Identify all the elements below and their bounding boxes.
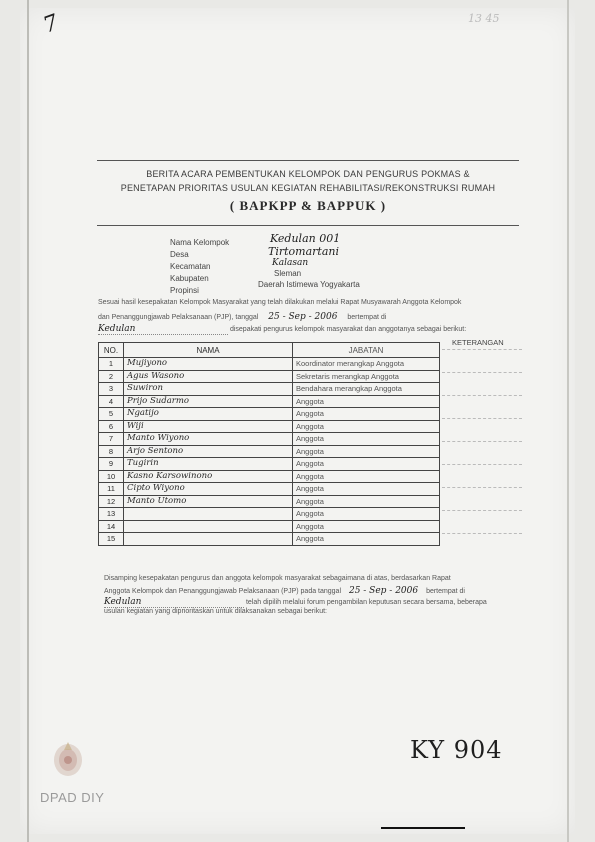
table-row bbox=[99, 445, 440, 458]
keterangan-rule bbox=[442, 441, 522, 442]
corner-mark-right: 13 45 bbox=[468, 12, 500, 25]
table-row bbox=[99, 458, 440, 471]
closing-line-2-end: bertempat di bbox=[426, 588, 465, 595]
row-nama: Suwiron bbox=[124, 383, 293, 396]
row-jabatan: Anggota bbox=[293, 520, 440, 533]
intro-line-2-end: bertempat di bbox=[347, 314, 387, 321]
row-no: 9 bbox=[99, 458, 124, 471]
label-kecamatan: Kecamatan bbox=[170, 262, 211, 271]
label-kelompok: Nama Kelompok bbox=[170, 238, 230, 247]
intro-place: Kedulan bbox=[98, 324, 228, 335]
header-nama: NAMA bbox=[124, 343, 293, 358]
row-no: 6 bbox=[99, 420, 124, 433]
row-no: 2 bbox=[99, 370, 124, 383]
row-nama: Kasno Karsowinono bbox=[124, 470, 293, 483]
corner-mark-left: 7 bbox=[40, 10, 62, 39]
intro-date: 25 - Sep - 2006 bbox=[268, 312, 338, 322]
intro-line-2-text: dan Penanggungjawab Pelaksanaan (PJP), tanggal bbox=[98, 314, 259, 321]
keterangan-rule bbox=[442, 395, 522, 396]
row-jabatan: Anggota bbox=[293, 420, 440, 433]
handwritten-code: KY 904 bbox=[410, 736, 503, 764]
row-nama: Mujiyono bbox=[124, 358, 293, 371]
label-propinsi: Propinsi bbox=[170, 286, 199, 295]
table-row bbox=[99, 520, 440, 533]
value-kecamatan: Kalasan bbox=[272, 258, 309, 268]
table-row bbox=[99, 533, 440, 546]
row-jabatan: Anggota bbox=[293, 445, 440, 458]
row-nama: Agus Wasono bbox=[124, 370, 293, 383]
row-no: 11 bbox=[99, 483, 124, 496]
table-row bbox=[99, 470, 440, 483]
row-no: 12 bbox=[99, 495, 124, 508]
header-no: NO. bbox=[99, 343, 124, 358]
table-row bbox=[99, 508, 440, 521]
row-no: 14 bbox=[99, 520, 124, 533]
closing-line-4: usulan kegiatan yang diprioritaskan untuk dilaksanakan sebagai berikut: bbox=[104, 608, 327, 615]
row-no: 1 bbox=[99, 358, 124, 371]
row-nama: Manto Utomo bbox=[124, 495, 293, 508]
header-jabatan: JABATAN bbox=[293, 343, 440, 358]
table-row bbox=[99, 408, 440, 421]
intro-line-3 bbox=[98, 324, 466, 335]
row-no: 5 bbox=[99, 408, 124, 421]
row-jabatan: Anggota bbox=[293, 483, 440, 496]
keterangan-rule bbox=[442, 464, 522, 465]
table-row bbox=[99, 370, 440, 383]
scan-mark bbox=[381, 827, 465, 829]
closing-place: Kedulan bbox=[104, 597, 244, 608]
closing-line-1: Disamping kesepakatan pengurus dan anggota kelompok masyarakat sebagaimana di atas, berdasarkan Rapat bbox=[104, 575, 451, 582]
row-nama: Ngatijo bbox=[124, 408, 293, 421]
row-jabatan: Sekretaris merangkap Anggota bbox=[293, 370, 440, 383]
watermark-text: DPAD DIY bbox=[40, 790, 105, 805]
table-header-row bbox=[99, 343, 440, 358]
keterangan-rule bbox=[442, 349, 522, 350]
row-no: 15 bbox=[99, 533, 124, 546]
row-jabatan: Anggota bbox=[293, 395, 440, 408]
keterangan-rule bbox=[442, 418, 522, 419]
row-nama bbox=[124, 520, 293, 533]
keterangan-header: KETERANGAN bbox=[452, 338, 504, 347]
table-row bbox=[99, 433, 440, 446]
label-kabupaten: Kabupaten bbox=[170, 274, 209, 283]
row-nama: Tugirin bbox=[124, 458, 293, 471]
value-kelompok: Kedulan 001 bbox=[270, 232, 341, 245]
row-nama bbox=[124, 533, 293, 546]
dpad-emblem-icon bbox=[50, 738, 86, 778]
row-jabatan: Anggota bbox=[293, 533, 440, 546]
document-header bbox=[97, 160, 519, 226]
closing-line-2-text: Anggota Kelompok dan Penanggungjawab Pelaksanaan (PJP) pada tanggal bbox=[104, 588, 342, 595]
label-desa: Desa bbox=[170, 250, 189, 259]
row-jabatan: Bendahara merangkap Anggota bbox=[293, 383, 440, 396]
intro-line-2 bbox=[98, 312, 386, 322]
keterangan-rule bbox=[442, 487, 522, 488]
row-jabatan: Anggota bbox=[293, 508, 440, 521]
header-line-1: BERITA ACARA PEMBENTUKAN KELOMPOK DAN PENGURUS POKMAS & bbox=[146, 169, 470, 179]
row-no: 4 bbox=[99, 395, 124, 408]
closing-line-3-text: telah dipilih melalui forum pengambilan keputusan secara bersama, beberapa bbox=[245, 599, 487, 606]
row-no: 10 bbox=[99, 470, 124, 483]
row-nama: Wiji bbox=[124, 420, 293, 433]
row-nama: Cipto Wiyono bbox=[124, 483, 293, 496]
row-nama bbox=[124, 508, 293, 521]
header-line-2: PENETAPAN PRIORITAS USULAN KEGIATAN REHABILITASI/REKONSTRUKSI RUMAH bbox=[120, 183, 496, 193]
row-no: 8 bbox=[99, 445, 124, 458]
row-jabatan: Koordinator merangkap Anggota bbox=[293, 358, 440, 371]
row-no: 3 bbox=[99, 383, 124, 396]
closing-line-3 bbox=[104, 597, 487, 608]
intro-line-1: Sesuai hasil kesepakatan Kelompok Masyarakat yang telah dilakukan melalui Rapat Musyawarah Anggota Kelompok bbox=[98, 299, 462, 306]
row-nama: Prijo Sudarmo bbox=[124, 395, 293, 408]
row-no: 7 bbox=[99, 433, 124, 446]
row-no: 13 bbox=[99, 508, 124, 521]
row-nama: Arjo Sentono bbox=[124, 445, 293, 458]
table-row bbox=[99, 395, 440, 408]
row-jabatan: Anggota bbox=[293, 470, 440, 483]
row-jabatan: Anggota bbox=[293, 408, 440, 421]
row-nama: Manto Wiyono bbox=[124, 433, 293, 446]
row-jabatan: Anggota bbox=[293, 458, 440, 471]
page-edge-right bbox=[567, 0, 569, 842]
table-row bbox=[99, 420, 440, 433]
keterangan-rule bbox=[442, 372, 522, 373]
table-row bbox=[99, 358, 440, 371]
member-table bbox=[98, 342, 440, 546]
keterangan-rule bbox=[442, 510, 522, 511]
row-jabatan: Anggota bbox=[293, 433, 440, 446]
row-jabatan: Anggota bbox=[293, 495, 440, 508]
table-row bbox=[99, 483, 440, 496]
value-kabupaten: Sleman bbox=[274, 269, 302, 278]
keterangan-rule bbox=[442, 533, 522, 534]
closing-line-2 bbox=[104, 586, 465, 596]
header-line-3: ( BAPKPP & BAPPUK ) bbox=[229, 198, 387, 213]
value-propinsi: Daerah Istimewa Yogyakarta bbox=[258, 280, 360, 289]
table-row bbox=[99, 495, 440, 508]
page-edge-left bbox=[27, 0, 29, 842]
table-row bbox=[99, 383, 440, 396]
intro-line-3-text: disepakati pengurus kelompok masyarakat dan anggotanya sebagai berikut: bbox=[229, 326, 467, 333]
value-desa: Tirtomartani bbox=[268, 245, 339, 258]
closing-date: 25 - Sep - 2006 bbox=[348, 586, 419, 596]
